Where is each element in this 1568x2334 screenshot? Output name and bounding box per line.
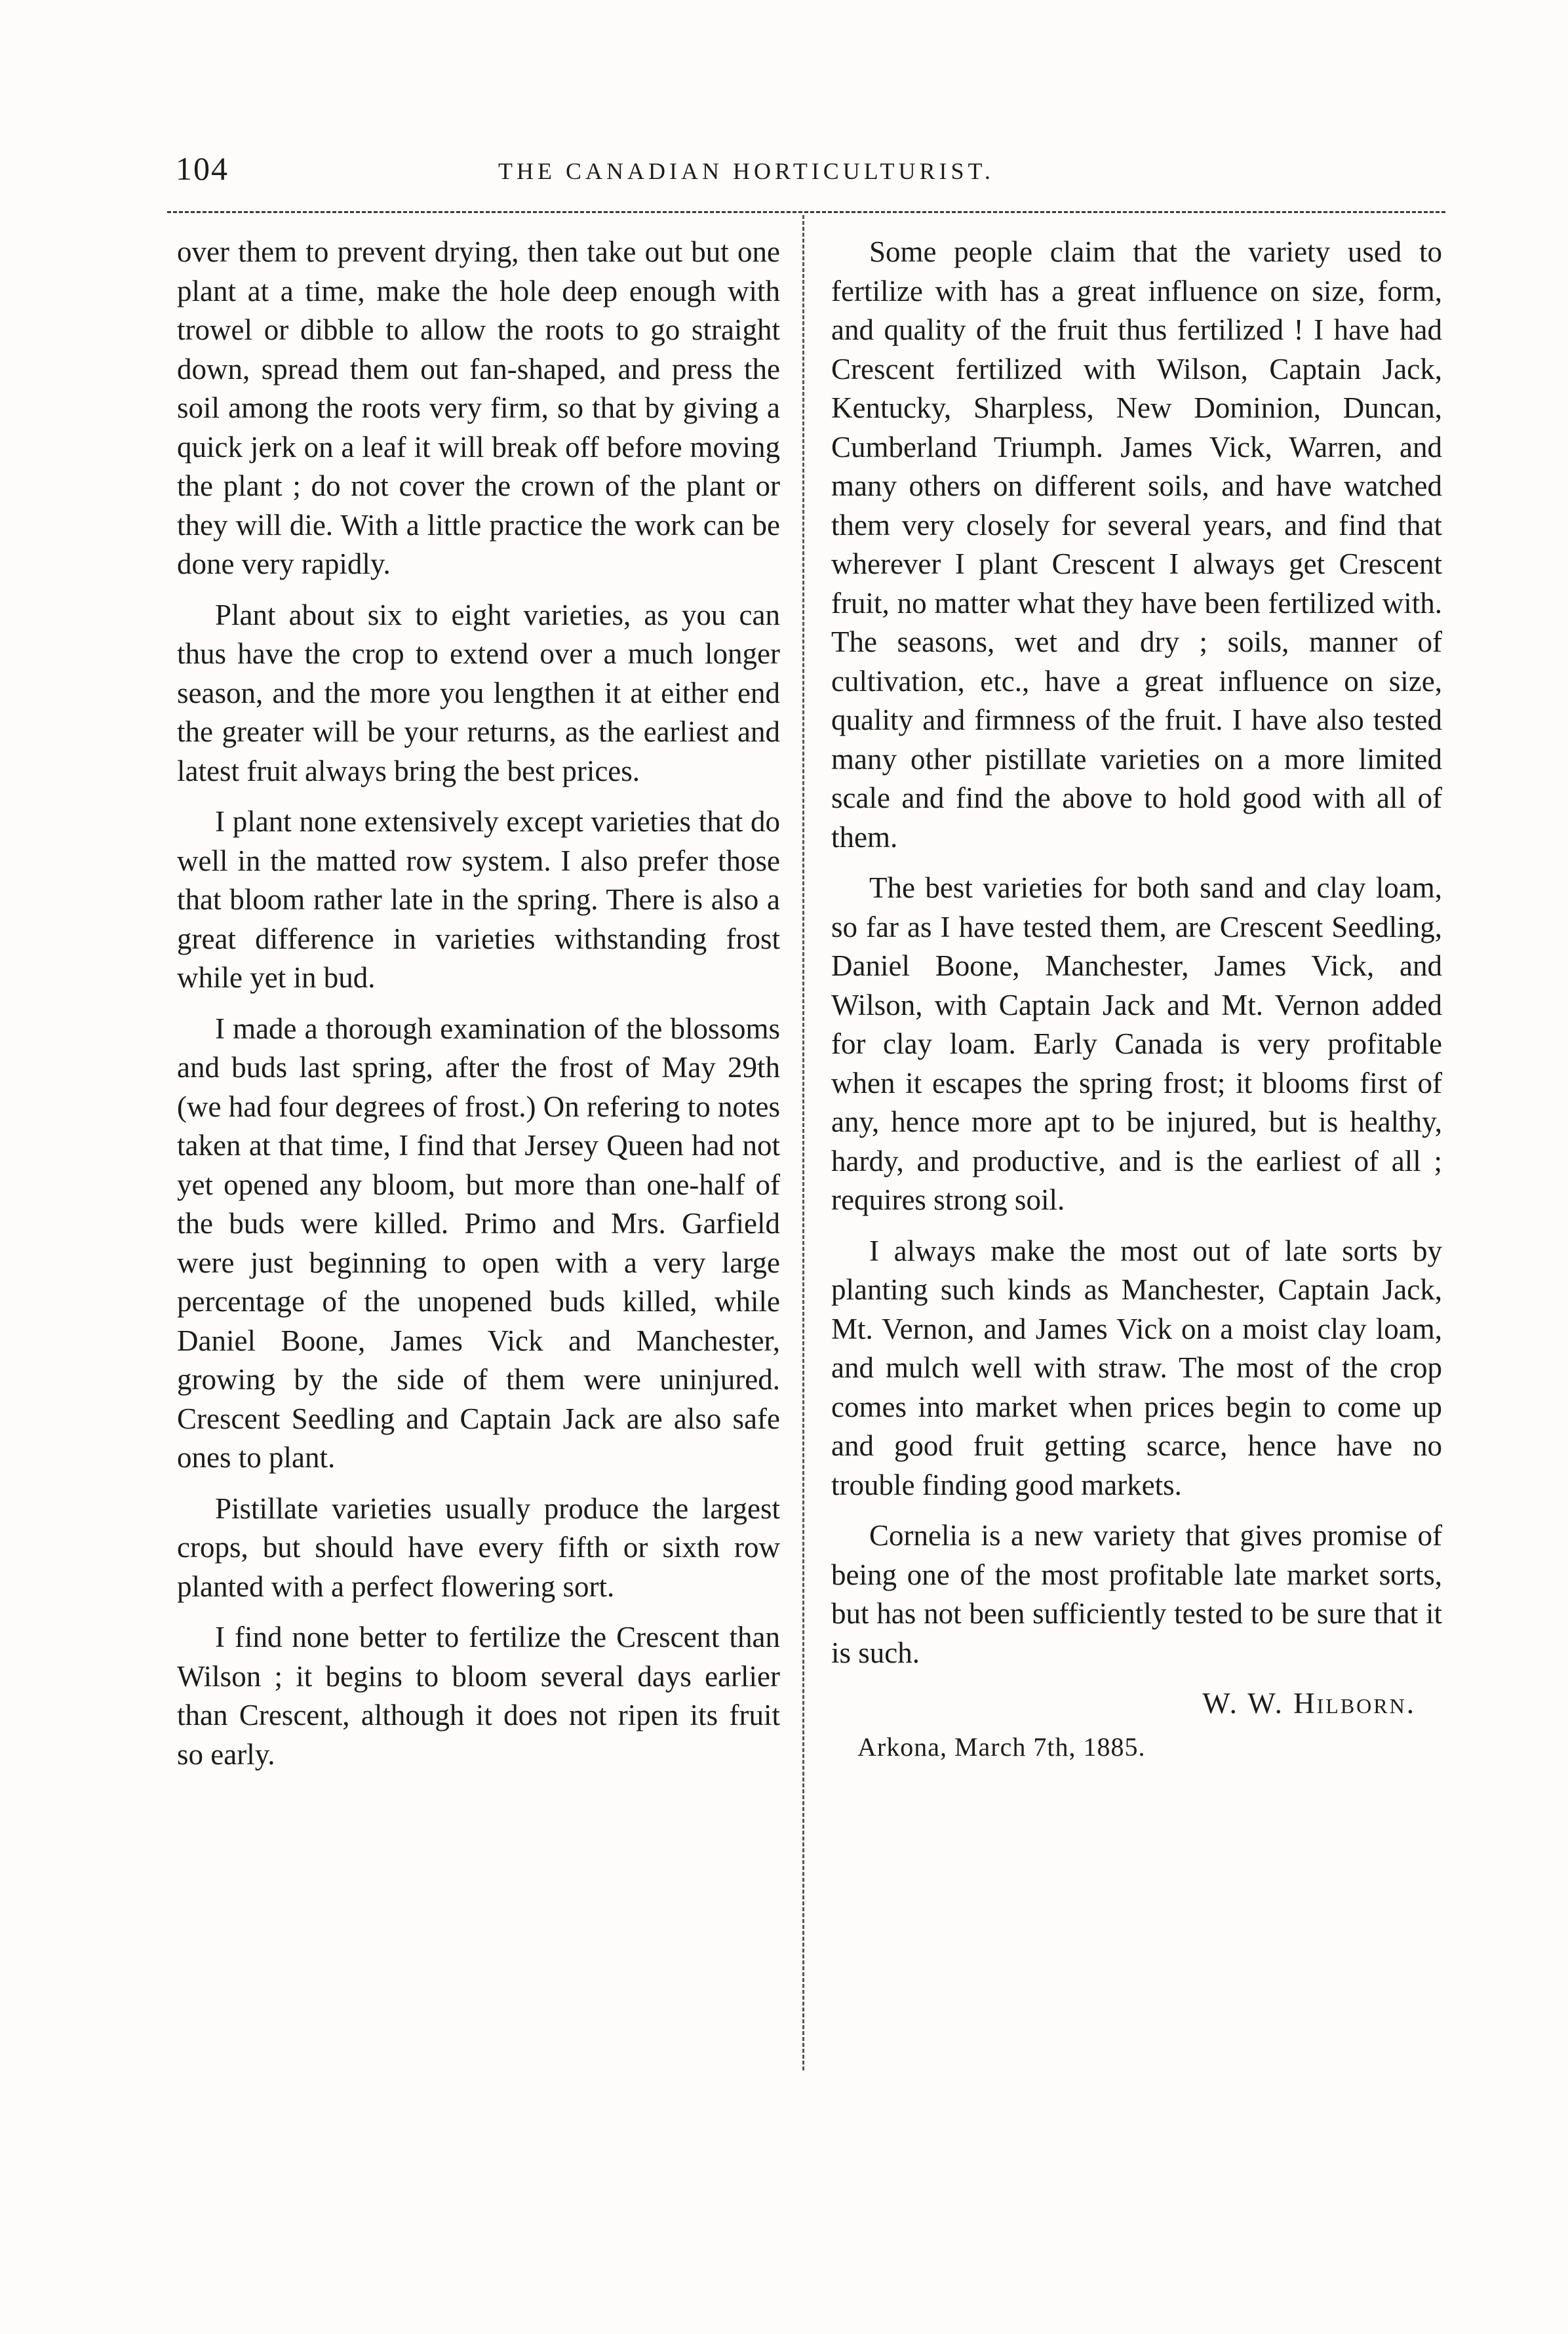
paragraph: I find none better to fertilize the Crescent than Wilson ; it begins to bloom several days earlier than Crescent, although it does not ripen its fruit so early. bbox=[177, 1621, 780, 1771]
paragraph: Pistillate varieties usually produce the largest crops, but should have every fifth or sixth row planted with a perfect flowering sort. bbox=[177, 1492, 780, 1603]
header-rule bbox=[167, 211, 1445, 213]
left-column bbox=[177, 233, 780, 1786]
paragraph: Cornelia is a new variety that gives promise of being one of the most profitable late market sorts, but has not been sufficiently tested to be sure that it is such. bbox=[831, 1519, 1442, 1669]
author-signature: W. W. Hilborn. bbox=[1202, 1687, 1416, 1720]
page-number: 104 bbox=[176, 150, 229, 187]
paragraph: I made a thorough examination of the blossoms and buds last spring, after the frost of May 29th (we had four degrees of frost.) On refering to notes taken at that time, I find that Jersey Queen had not yet opened any bloom, but more than one-half of the buds were killed. Primo and Mrs. Garfield were just beginning to open with a very large percentage of the unopened buds killed, while Daniel Boone, James Vick and Manchester, growing by the side of them were uninjured. Crescent Seedling and Captain Jack are also safe ones to plant. bbox=[177, 1012, 780, 1474]
paragraph: Plant about six to eight varieties, as you can thus have the crop to extend over a much longer season, and the more you lengthen it at either end the greater will be your returns, as the earliest and latest fruit always bring the best prices. bbox=[177, 598, 780, 787]
running-head: THE CANADIAN HORTICULTURIST. bbox=[498, 158, 994, 184]
paragraph: I always make the most out of late sorts by planting such kinds as Manchester, Captain Jack, Mt. Vernon, and James Vick on a moist clay loam, and mulch well with straw. The most of the crop comes into market when prices begin to come up and good fruit getting scarce, hence have no trouble finding good markets. bbox=[831, 1234, 1442, 1501]
paragraph: over them to prevent drying, then take out but one plant at a time, make the hole deep enough with trowel or dibble to allow the roots to go straight down, spread them out fan-shaped, and press the soil among the roots very firm, so that by giving a quick jerk on a leaf it will break off before moving the plant ; do not cover the crown of the plant or they will die. With a little practice the work can be done very rapidly. bbox=[177, 235, 780, 580]
right-column bbox=[831, 233, 1442, 1766]
dateline: Arkona, March 7th, 1885. bbox=[857, 1731, 1146, 1762]
column-divider bbox=[802, 215, 804, 2070]
paragraph: Some people claim that the variety used to fertilize with has a great influence on size, form, and quality of the fruit thus fertilized ! I have had Crescent fertilized with Wilson, Captain Jack, Kentucky, Sharpless, New Dominion, Duncan, Cumberland Triumph. James Vick, Warren, and many others on different soils, and have watched them very closely for several years, and find that wherever I plant Crescent I always get Crescent fruit, no matter what they have been fertilized with. The seasons, wet and dry ; soils, manner of cultivation, etc., have a great influence on size, quality and firmness of the fruit. I have also tested many other pistillate varieties on a more limited scale and find the above to hold good with all of them. bbox=[831, 235, 1442, 854]
paragraph: I plant none extensively except varieties that do well in the matted row system. I also prefer those that bloom rather late in the spring. There is also a great difference in varieties withstanding frost while yet in bud. bbox=[177, 805, 780, 994]
paragraph: The best varieties for both sand and clay loam, so far as I have tested them, are Crescent Seedling, Daniel Boone, Manchester, James Vick, and Wilson, with Captain Jack and Mt. Vernon added for clay loam. Early Canada is very profitable when it escapes the spring frost; it blooms first of any, hence more apt to be injured, but is healthy, hardy, and productive, and is the earliest of all ; requires strong soil. bbox=[831, 871, 1442, 1216]
